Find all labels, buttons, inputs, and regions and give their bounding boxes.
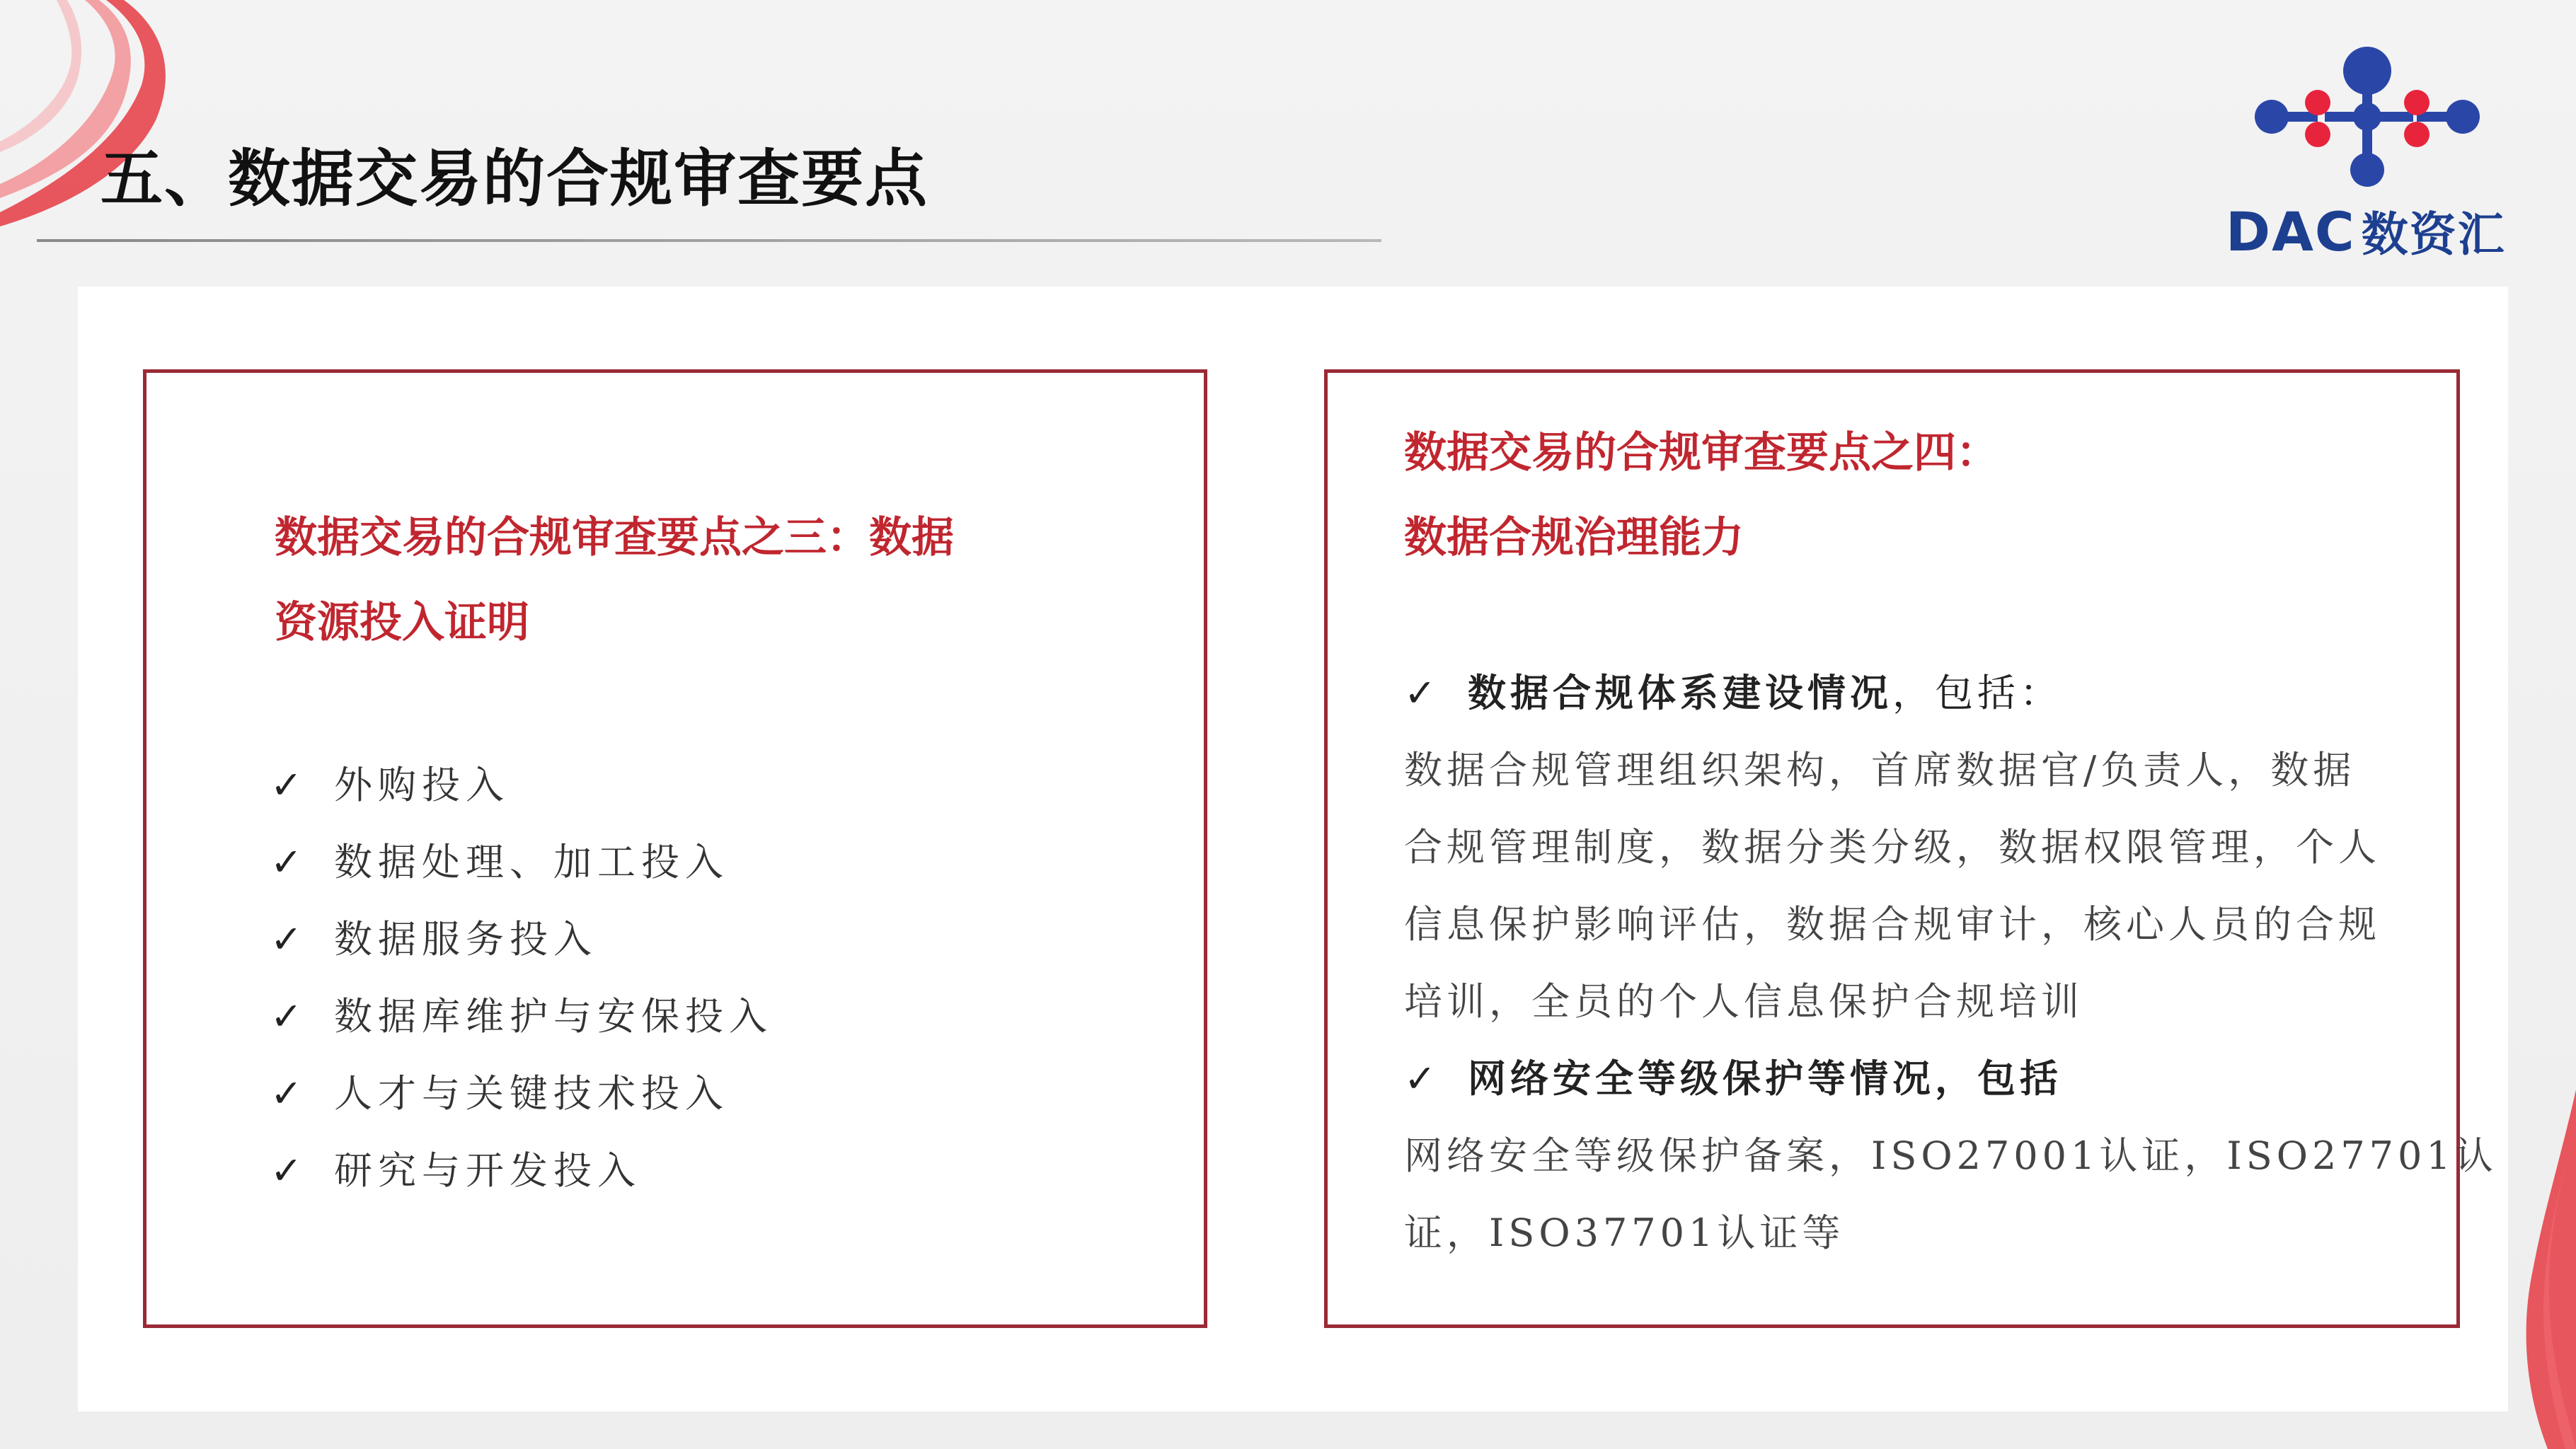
paragraph-line: 培训，全员的个人信息保护合规培训	[1404, 979, 2083, 1024]
logo-text-dac: DAC	[2226, 200, 2356, 263]
list-item	[270, 824, 773, 901]
list-item-text: 外购投入	[334, 763, 510, 807]
check-icon: ✓	[1404, 671, 1437, 715]
left-card-heading	[275, 495, 1096, 665]
bullet-title: 网络安全等级保护等情况，包括	[1468, 1056, 2062, 1101]
check-icon: ✓	[1404, 1056, 1437, 1101]
right-card-heading	[1404, 410, 2395, 580]
bullet-compliance-system	[1404, 654, 2395, 732]
list-item-text: 人才与关键技术投入	[334, 1071, 729, 1116]
list-item-text: 数据服务投入	[334, 917, 597, 962]
paragraph-line: 信息保护影响评估，数据合规审计，核心人员的合规	[1404, 902, 2381, 947]
list-item-text: 数据处理、加工投入	[334, 840, 729, 884]
list-item	[270, 978, 773, 1055]
paragraph-line: 证，ISO37701认证等	[1404, 1211, 1845, 1255]
bullet-network-security	[1404, 1040, 2395, 1117]
list-item	[270, 746, 773, 824]
check-icon: ✓	[270, 917, 303, 962]
left-heading-line1: 数据交易的合规审查要点之三：数据	[275, 513, 954, 562]
right-card-body	[1404, 654, 2497, 1271]
right-heading-line1: 数据交易的合规审查要点之四：	[1404, 428, 1999, 478]
logo-wordmark	[2226, 200, 2506, 263]
list-item	[270, 1132, 773, 1209]
title-underline	[37, 239, 1381, 242]
paragraph-line: 合规管理制度，数据分类分级，数据权限管理，个人	[1404, 825, 2381, 870]
check-icon: ✓	[270, 840, 303, 884]
check-icon: ✓	[270, 994, 303, 1039]
check-icon: ✓	[270, 1071, 303, 1116]
bullet-suffix: ，包括：	[1892, 671, 2062, 715]
red-ribbon-bottom-right	[2498, 1090, 2576, 1449]
check-icon: ✓	[270, 1148, 303, 1193]
check-icon: ✓	[270, 763, 303, 807]
right-heading-line2: 数据合规治理能力	[1404, 513, 1744, 562]
list-item	[270, 901, 773, 978]
left-checklist	[270, 746, 773, 1209]
list-item-text: 数据库维护与安保投入	[334, 994, 773, 1039]
bullet-title: 数据合规体系建设情况	[1468, 670, 1892, 715]
page-title: 五、数据交易的合规审查要点	[100, 142, 929, 215]
list-item	[270, 1055, 773, 1132]
left-heading-line2: 资源投入证明	[275, 598, 529, 647]
paragraph-line: 网络安全等级保护备案，ISO27001认证，ISO27701认	[1404, 1133, 2497, 1178]
paragraph-line: 数据合规管理组织架构，首席数据官/负责人，数据	[1404, 748, 2356, 792]
logo-text-cn: 数资汇	[2361, 207, 2506, 262]
list-item-text: 研究与开发投入	[334, 1148, 641, 1193]
